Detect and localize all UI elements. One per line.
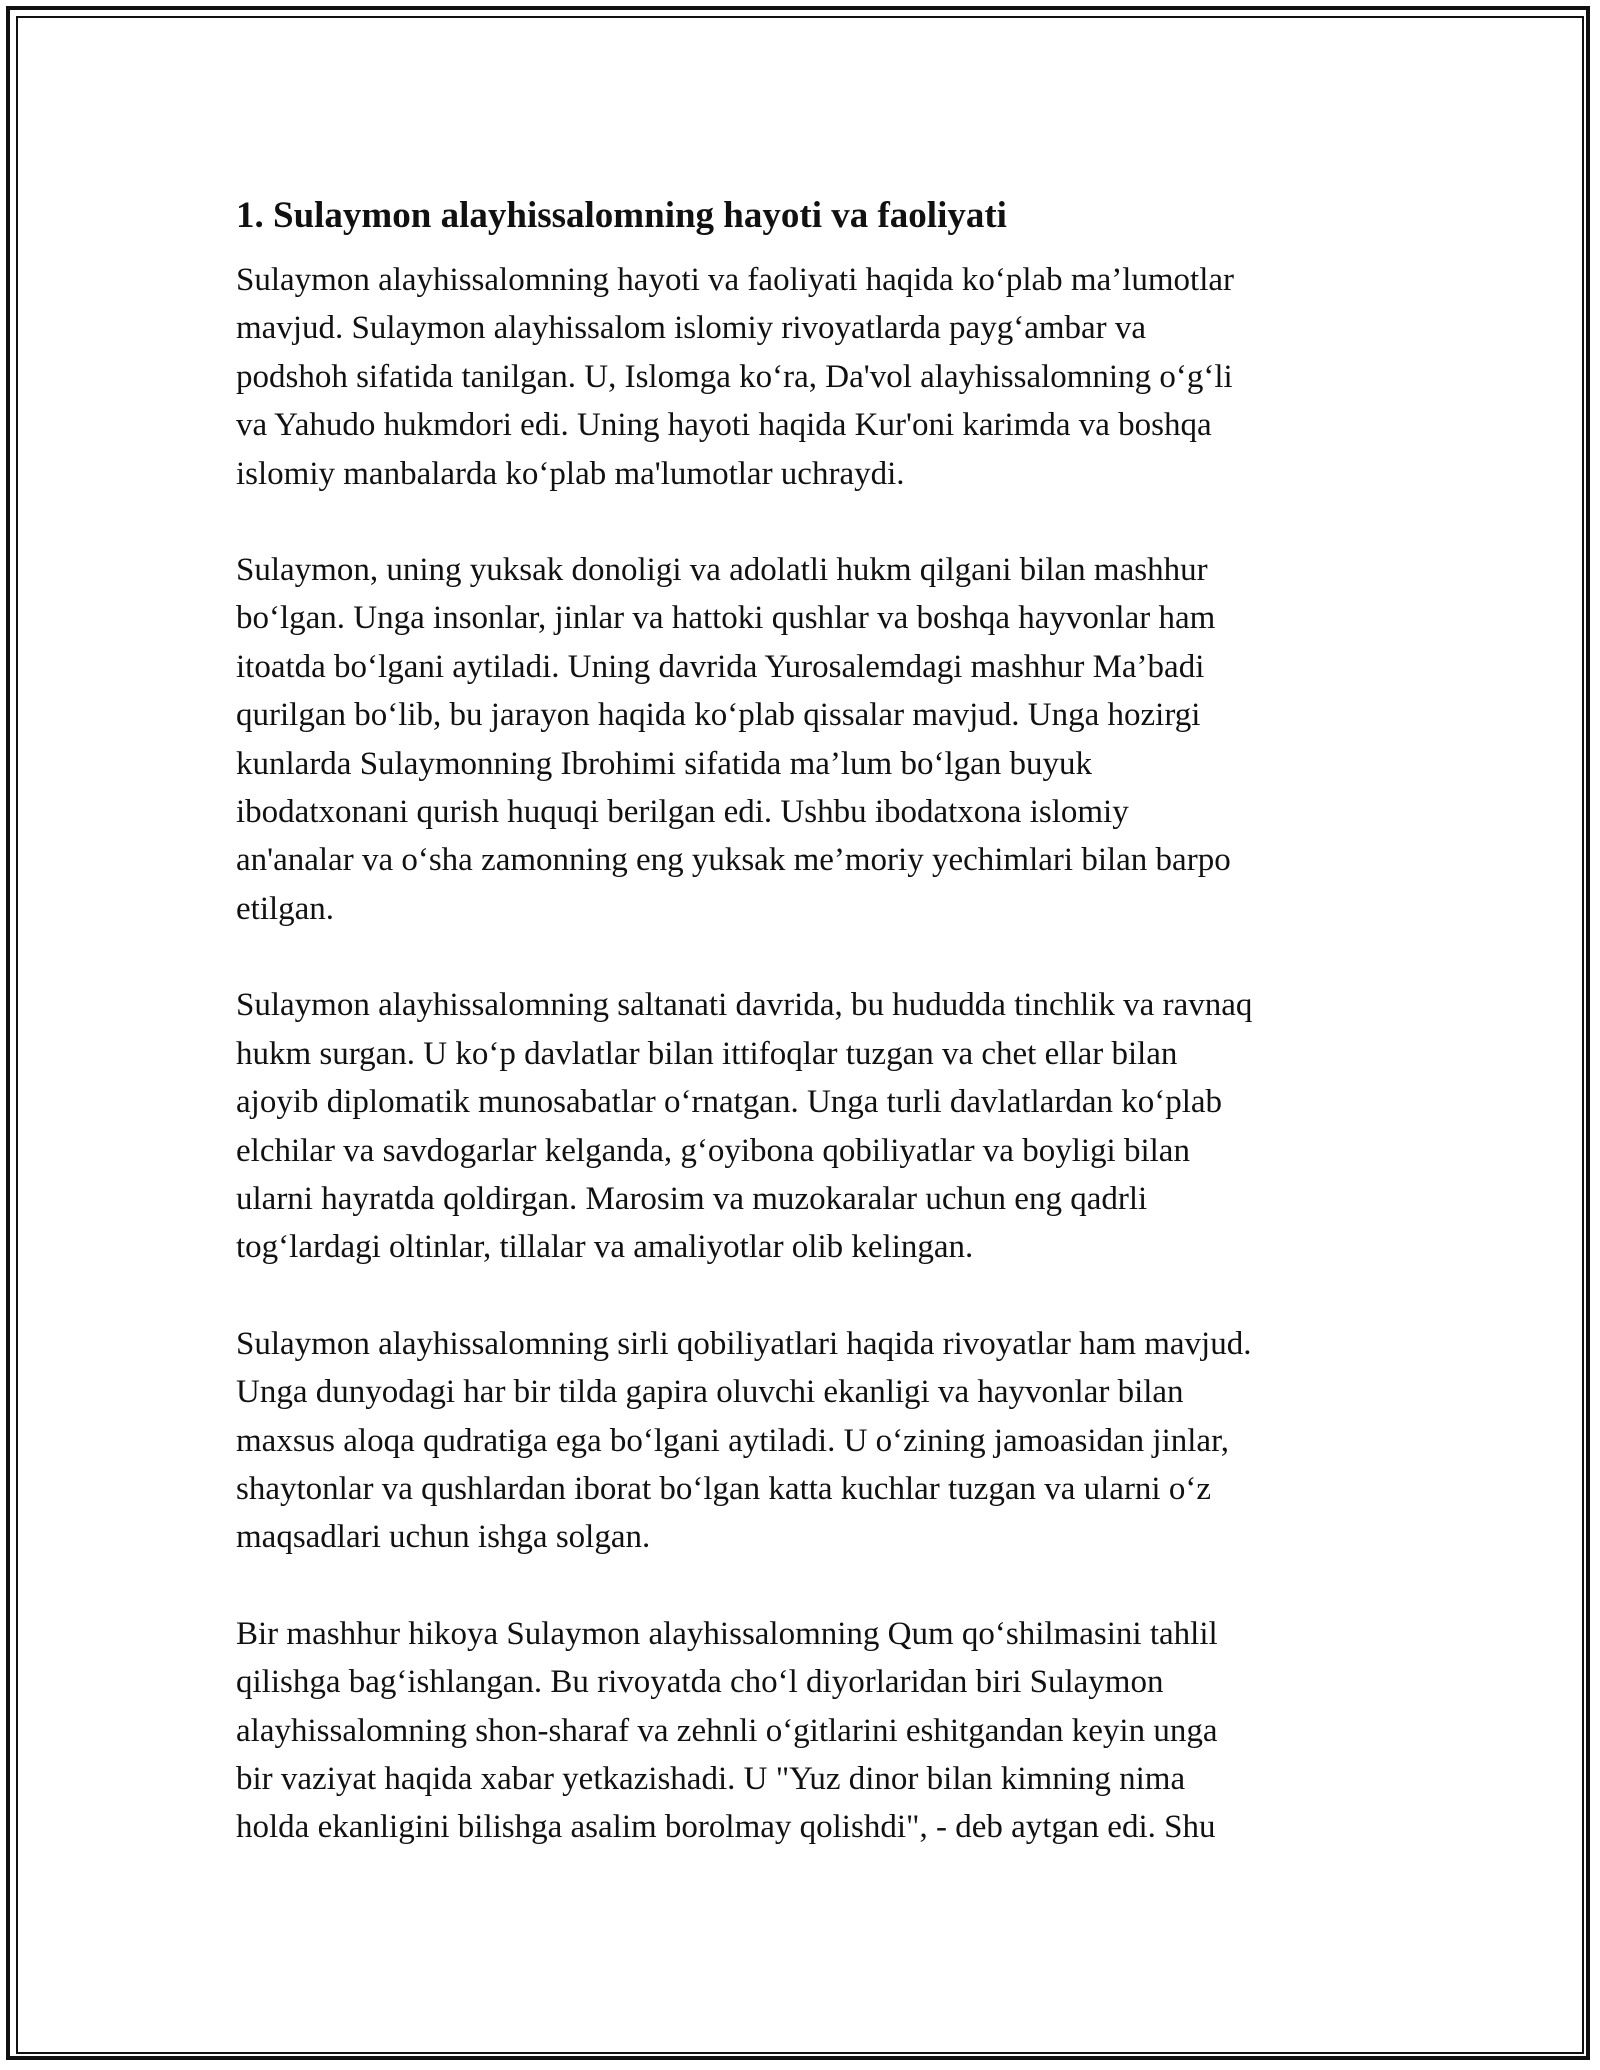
paragraph-4: Sulaymon alayhissalomning sirli qobiliyatlari haqida rivoyatlar ham mavjud. Unga dunyodagi har bir tilda gapira oluvchi ekanligi va hayvonlar bilan maxsus aloqa qudratiga ega bo‘lgani aytiladi. U o‘zining jamoasidan jinlar, shaytonlar va qushlardan iborat bo‘lgan katta kuchlar tuzgan va ularni o‘z maqsadlari uchun ishga solgan. bbox=[236, 1325, 1252, 1556]
document-body bbox=[236, 188, 1386, 1900]
paragraph-1: Sulaymon alayhissalomning hayoti va faoliyati haqida ko‘plab ma’lumotlar mavjud. Sulaymon alayhissalom islomiy rivoyatlarda payg‘ambar va podshoh sifatida tanilgan. U, Islomga ko‘ra, Da'vol alayhissalomning o‘g‘li va Yahudo hukmdori edi. Uning hayoti haqida Kur'oni karimda va boshqa islomiy manbalarda ko‘plab ma'lumotlar uchraydi. bbox=[236, 262, 1235, 492]
paragraph-3: Sulaymon alayhissalomning saltanati davrida, bu hududda tinchlik va ravnaq hukm surgan. U ko‘p davlatlar bilan ittifoqlar tuzgan va chet ellar bilan ajoyib diplomatik munosabatlar o‘rnatgan. Unga turli davlatlardan ko‘plab elchilar va savdogarlar kelganda, g‘oyibona qobiliyatlar va boyligi bilan ularni hayratda qoldirgan. Marosim va muzokaralar uchun eng qadrli tog‘lardagi oltinlar, tillalar va amaliyotlar olib kelingan. bbox=[236, 987, 1253, 1266]
section-heading: 1. Sulaymon alayhissalomning hayoti va faoliyati bbox=[236, 195, 1007, 236]
paragraph-5: Bir mashhur hikoya Sulaymon alayhissalomning Qum qo‘shilmasini tahlil qilishga bag‘ishlangan. Bu rivoyatda cho‘l diyorlaridan biri Sulaymon alayhissalomning shon-sharaf va zehnli o‘gitlarini eshitgandan keyin unga bir vaziyat haqida xabar yetkazishadi. U "Yuz dinor bilan kimning nima holda ekanligini bilishga asalim borolmay qolishdi", - deb aytgan edi. Shu bbox=[236, 1615, 1218, 1846]
paragraph-2: Sulaymon, uning yuksak donoligi va adolatli hukm qilgani bilan mashhur bo‘lgan. Unga insonlar, jinlar va hattoki qushlar va boshqa hayvonlar ham itoatda bo‘lgani aytiladi. Uning davrida Yurosalemdagi mashhur Ma’badi qurilgan bo‘lib, bu jarayon haqida ko‘plab qissalar mavjud. Unga hozirgi kunlarda Sulaymonning Ibrohimi sifatida ma’lum bo‘lgan buyuk ibodatxonani qurish huquqi berilgan edi. Ushbu ibodatxona islomiy an'analar va o‘sha zamonning eng yuksak me’moriy yechimlari bilan barpo etilgan. bbox=[236, 552, 1231, 927]
